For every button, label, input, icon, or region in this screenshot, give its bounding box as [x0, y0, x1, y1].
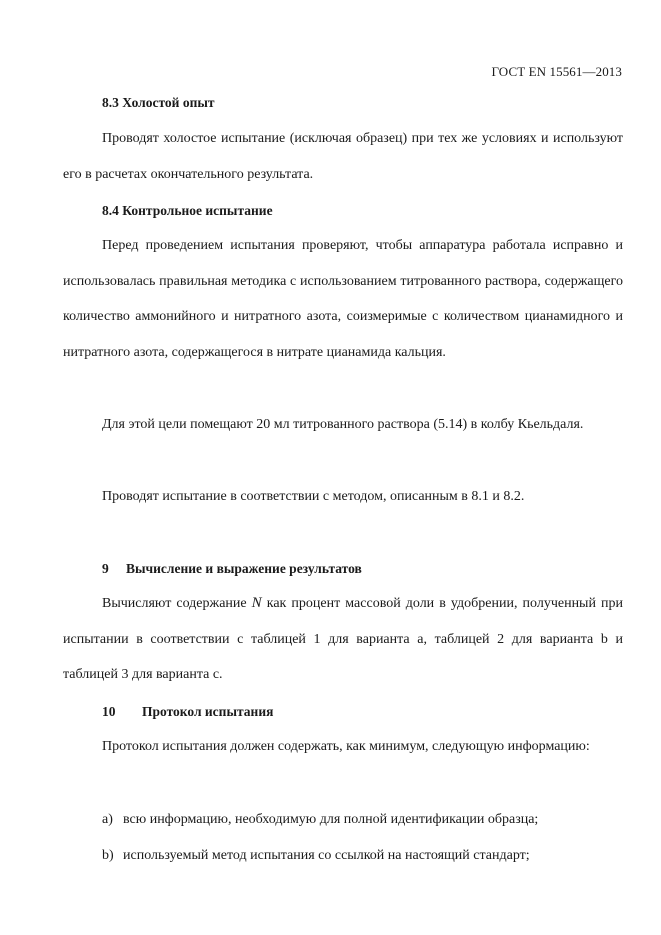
- section-8-4-paragraph-3: Проводят испытание в соответствии с методом, описанным в 8.1 и 8.2.: [102, 489, 525, 504]
- section-9-title: Вычисление и выражение результатов: [126, 561, 362, 576]
- section-8-4-title: 8.4 Контрольное испытание: [102, 203, 273, 218]
- section-8-4-paragraph-1: Перед проведением испытания проверяют, чтобы аппаратура работала исправно и использовалась правильная методика с использованием титрованного раствора, содержащего количество аммонийного и нитратного азота, соизмеримые с количеством цианамидного и нитратного азота, содержащегося в нитрате цианамида кальция.: [63, 238, 623, 360]
- section-9-text-after: как процент массовой доли в удобрении, полученный при испытании в соответствии с таблицей 1 для варианта a, таблицей 2 для варианта b и таблицей 3 для варианта c.: [63, 596, 623, 682]
- section-10-number: 10: [102, 704, 116, 719]
- section-9-heading: [102, 561, 362, 577]
- section-8-4-paragraph-2: Для этой цели помещают 20 мл титрованного раствора (5.14) в колбу Кьельдаля.: [102, 417, 584, 432]
- list-item-text: используемый метод испытания со ссылкой на настоящий стандарт;: [123, 848, 530, 863]
- list-marker: b): [102, 848, 114, 863]
- section-10-title: Протокол испытания: [142, 704, 274, 719]
- section-10-paragraph: Протокол испытания должен содержать, как минимум, следующую информацию:: [102, 739, 590, 754]
- section-9-symbol: N: [251, 595, 262, 611]
- section-10-heading: [102, 704, 273, 720]
- document-code: ГОСТ EN 15561—2013: [491, 64, 622, 79]
- section-8-3-paragraph: Проводят холостое испытание (исключая образец) при тех же условиях и используют его в расчетах окончательного результата.: [63, 131, 623, 182]
- section-9-number: 9: [102, 561, 109, 576]
- list-item-text: всю информацию, необходимую для полной идентификации образца;: [123, 812, 539, 827]
- list-item: [102, 812, 538, 828]
- section-8-3-title: 8.3 Холостой опыт: [102, 95, 215, 110]
- section-9-text-before: Вычисляют содержание: [102, 596, 252, 611]
- list-item: [102, 848, 530, 864]
- section-9-paragraph: [63, 586, 623, 693]
- list-marker: а): [102, 812, 113, 827]
